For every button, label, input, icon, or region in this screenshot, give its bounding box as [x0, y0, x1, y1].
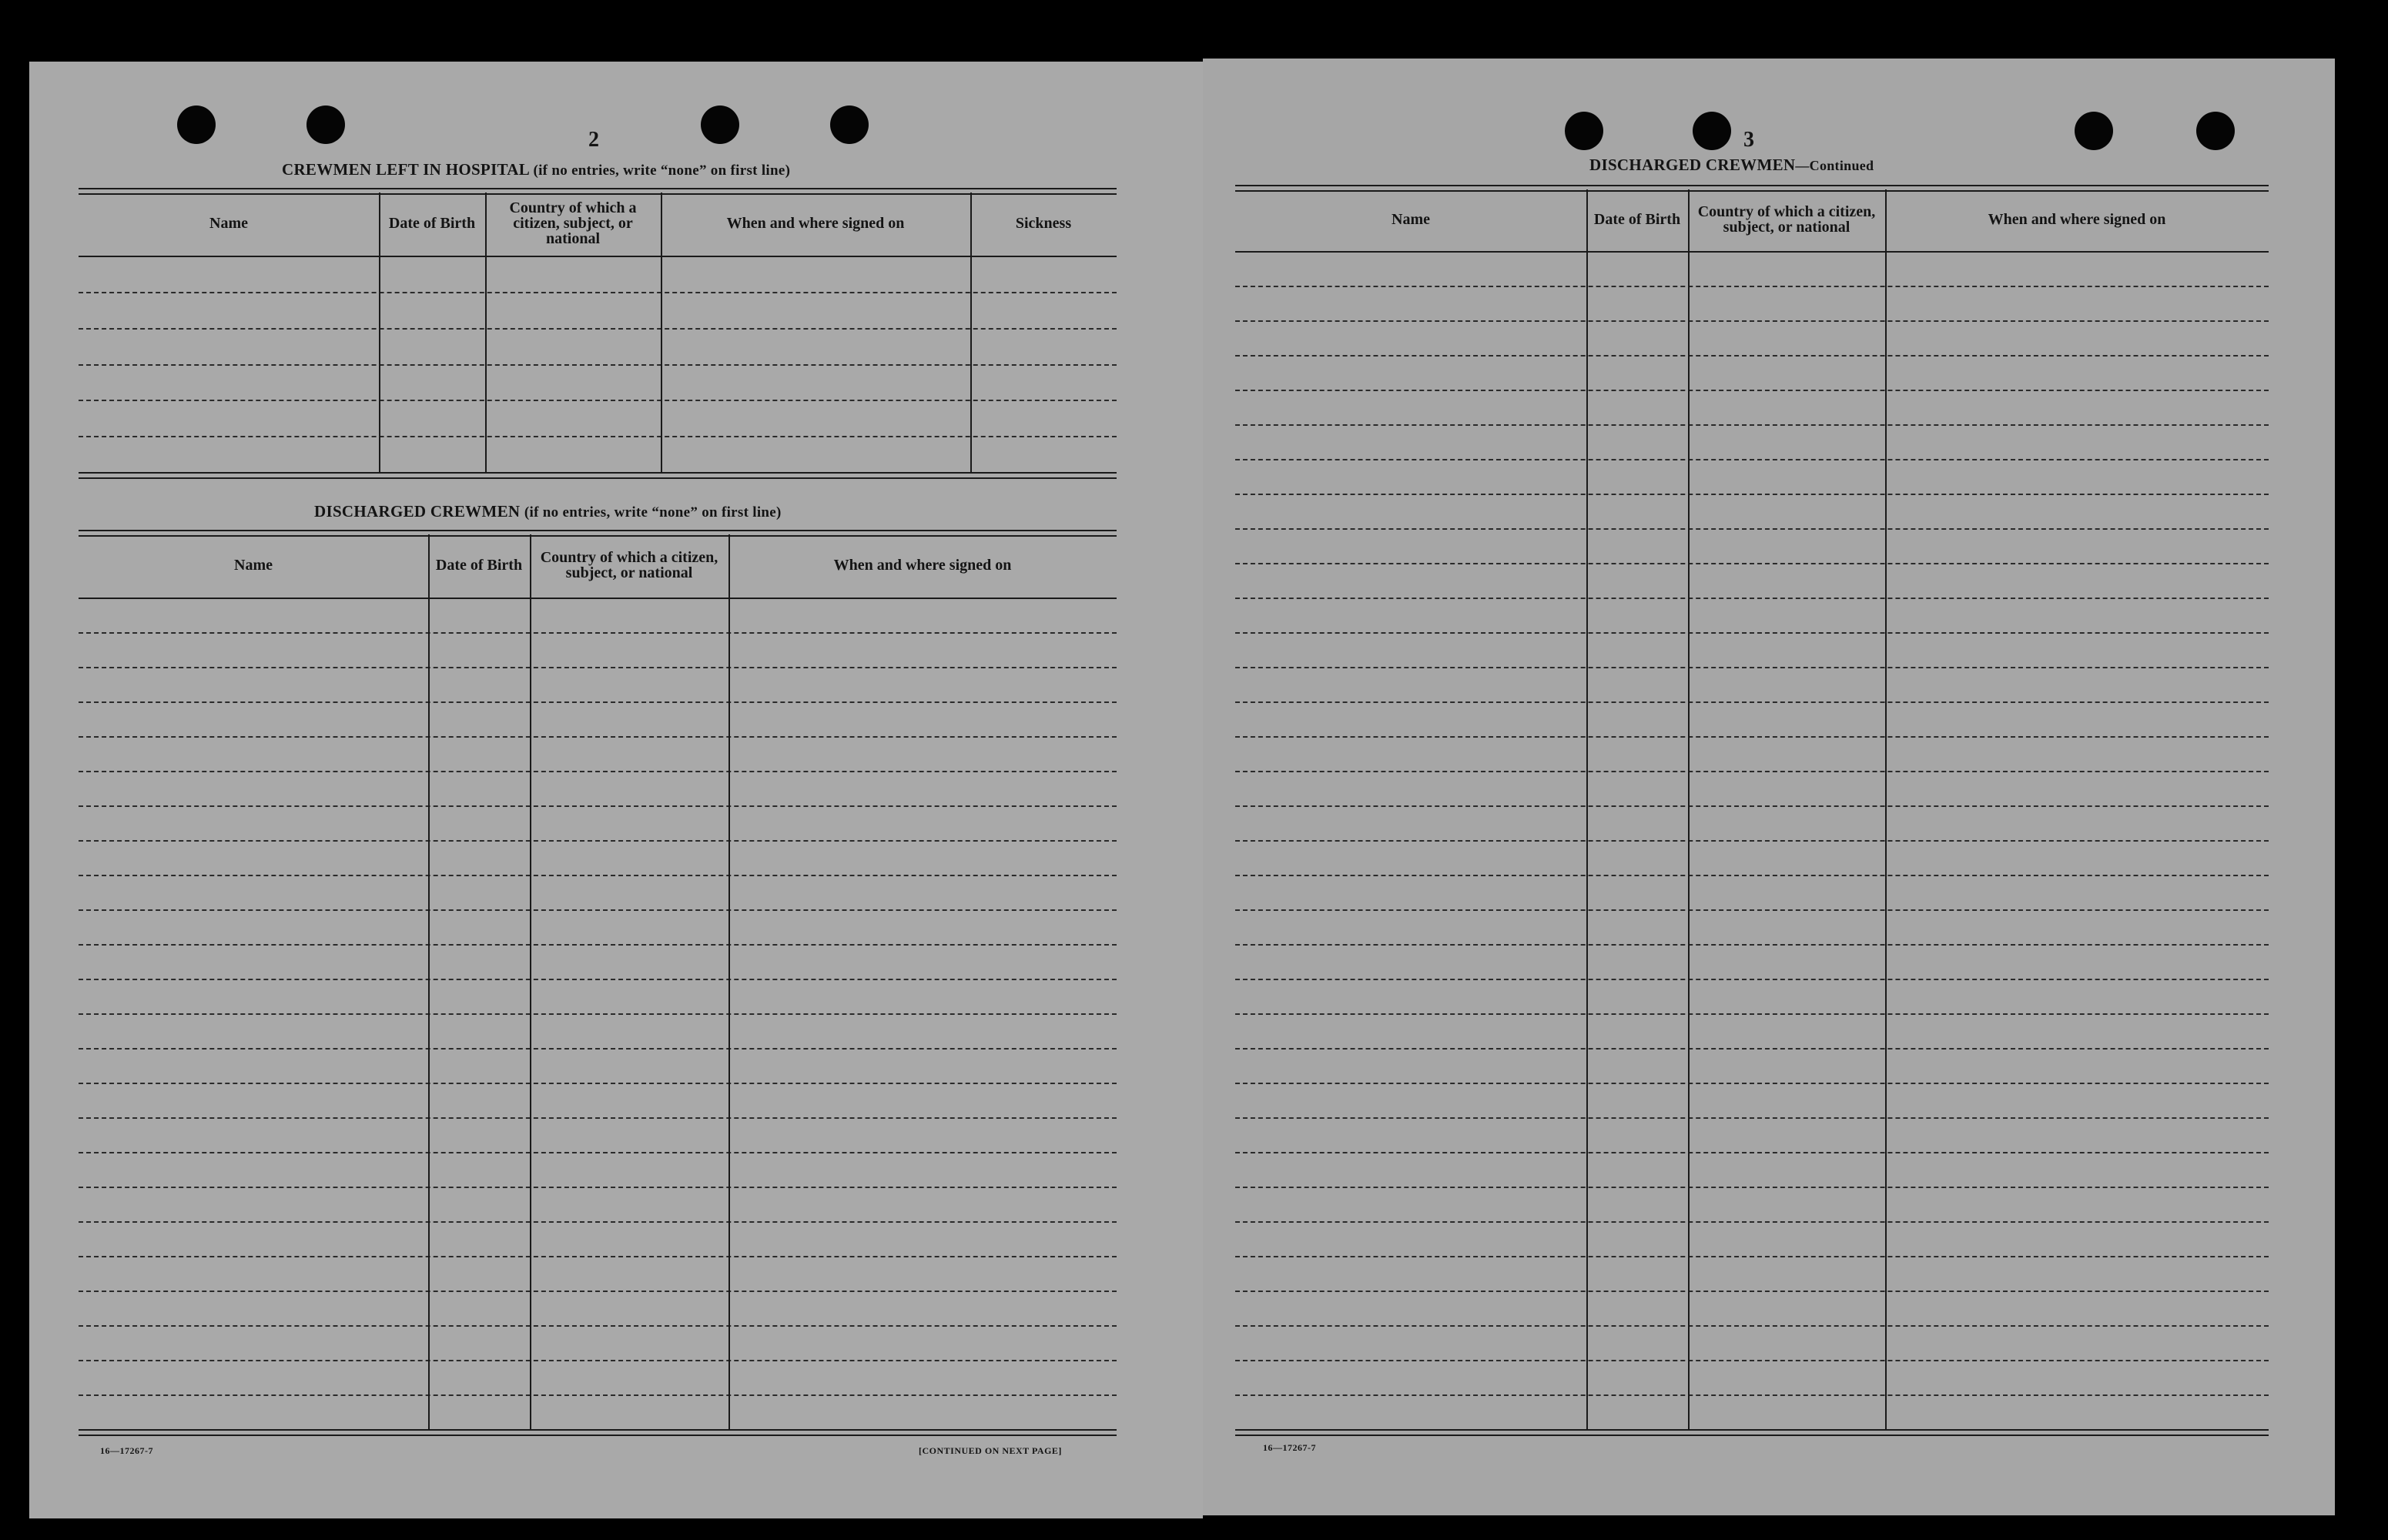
punch-hole [830, 105, 869, 144]
punch-hole [1693, 112, 1731, 150]
column-header-country: Country of which a citizen, subject, or national [509, 199, 637, 247]
punch-hole [701, 105, 739, 144]
column-divider [728, 534, 730, 1429]
header-bottom-rule [1235, 251, 2269, 253]
row-rule [79, 1360, 1117, 1361]
row-rule [79, 1013, 1117, 1015]
header-bottom-rule [79, 256, 1117, 257]
row-rule [79, 328, 1117, 330]
row-rule [1235, 424, 2269, 426]
row-rule [1235, 390, 2269, 391]
hospital-section-instruction: (if no entries, write “none” on first line) [533, 162, 791, 179]
column-header-when: When and where signed on [1988, 211, 2166, 228]
row-rule [79, 400, 1117, 401]
row-rule [1235, 286, 2269, 287]
row-rule [79, 736, 1117, 738]
column-header-name: Name [234, 557, 273, 574]
row-rule [1235, 1152, 2269, 1153]
column-divider [1586, 189, 1588, 1429]
row-rule [1235, 1187, 2269, 1188]
form-number: 16—17267-7 [100, 1445, 153, 1456]
row-rule [1235, 771, 2269, 772]
row-rule [79, 701, 1117, 703]
column-header-date: Date of Birth [435, 557, 523, 574]
punch-hole [306, 105, 345, 144]
form-number: 16—17267-7 [1263, 1442, 1316, 1453]
row-rule [1235, 909, 2269, 911]
row-rule [1235, 736, 2269, 738]
row-rule [79, 667, 1117, 668]
row-rule [79, 1256, 1117, 1257]
column-divider [1885, 189, 1887, 1429]
table-bottom-rule [79, 1429, 1117, 1436]
row-rule [79, 1083, 1117, 1084]
discharged-section-title: DISCHARGED CREWMEN (if no entries, write “none” on first line) [314, 502, 782, 521]
column-header-name: Name [1392, 211, 1430, 228]
row-rule [1235, 805, 2269, 807]
row-rule [79, 875, 1117, 876]
row-rule [79, 840, 1117, 842]
row-rule [79, 805, 1117, 807]
column-header-country: Country of which a citizen, subject, or national [540, 549, 718, 581]
row-rule [1235, 528, 2269, 530]
row-rule [1235, 840, 2269, 842]
punch-hole [177, 105, 216, 144]
column-divider [485, 192, 487, 472]
row-rule [1235, 598, 2269, 599]
column-divider [970, 192, 972, 472]
row-rule [1235, 1325, 2269, 1327]
row-rule [1235, 1256, 2269, 1257]
discharged-section-instruction: (if no entries, write “none” on first line) [524, 504, 782, 521]
punch-hole [2075, 112, 2113, 150]
row-rule [79, 979, 1117, 980]
row-rule [1235, 1394, 2269, 1396]
column-divider [379, 192, 380, 472]
column-divider [661, 192, 662, 472]
row-rule [79, 364, 1117, 366]
column-header-when: When and where signed on [833, 557, 1012, 574]
row-rule [79, 1325, 1117, 1327]
row-rule [79, 1152, 1117, 1153]
column-divider [1688, 189, 1690, 1429]
row-rule [79, 632, 1117, 634]
row-rule [1235, 1360, 2269, 1361]
column-header-name: Name [209, 215, 248, 232]
row-rule [1235, 1221, 2269, 1223]
continued-note: [CONTINUED ON NEXT PAGE] [919, 1445, 1062, 1456]
row-rule [79, 944, 1117, 946]
table-bottom-rule [1235, 1429, 2269, 1436]
page-number: 3 [1743, 128, 1754, 152]
row-rule [79, 909, 1117, 911]
row-rule [1235, 1291, 2269, 1292]
punch-hole [1565, 112, 1603, 150]
row-rule [1235, 1083, 2269, 1084]
row-rule [79, 292, 1117, 293]
column-header-date: Date of Birth [388, 215, 476, 232]
row-rule [79, 1394, 1117, 1396]
row-rule [1235, 1117, 2269, 1119]
row-rule [1235, 1013, 2269, 1015]
row-rule [1235, 944, 2269, 946]
left-page [29, 62, 1203, 1518]
row-rule [79, 1221, 1117, 1223]
right-page [1203, 59, 2335, 1515]
header-bottom-rule [79, 598, 1117, 599]
column-divider [530, 534, 531, 1429]
row-rule [1235, 875, 2269, 876]
punch-hole [2196, 112, 2235, 150]
row-rule [79, 1048, 1117, 1050]
row-rule [1235, 563, 2269, 564]
column-header-date: Date of Birth [1593, 211, 1681, 228]
row-rule [1235, 701, 2269, 703]
column-divider [428, 534, 430, 1429]
row-rule [79, 1187, 1117, 1188]
row-rule [1235, 979, 2269, 980]
row-rule [79, 436, 1117, 437]
column-header-sickness: Sickness [1015, 215, 1072, 232]
row-rule [1235, 459, 2269, 460]
row-rule [1235, 320, 2269, 322]
column-header-when: When and where signed on [726, 215, 905, 232]
continued-suffix: —Continued [1795, 158, 1874, 173]
hospital-section-title: CREWMEN LEFT IN HOSPITAL (if no entries, write “none” on first line) [282, 160, 791, 179]
row-rule [1235, 355, 2269, 357]
row-rule [1235, 494, 2269, 495]
column-header-country: Country of which a citizen, subject, or national [1697, 203, 1876, 236]
row-rule [1235, 1048, 2269, 1050]
row-rule [1235, 667, 2269, 668]
row-rule [79, 1291, 1117, 1292]
table-bottom-rule [79, 472, 1117, 479]
row-rule [79, 771, 1117, 772]
row-rule [1235, 632, 2269, 634]
continued-section-title: DISCHARGED CREWMEN—Continued [1589, 156, 1874, 174]
row-rule [79, 1117, 1117, 1119]
page-number: 2 [588, 128, 599, 152]
